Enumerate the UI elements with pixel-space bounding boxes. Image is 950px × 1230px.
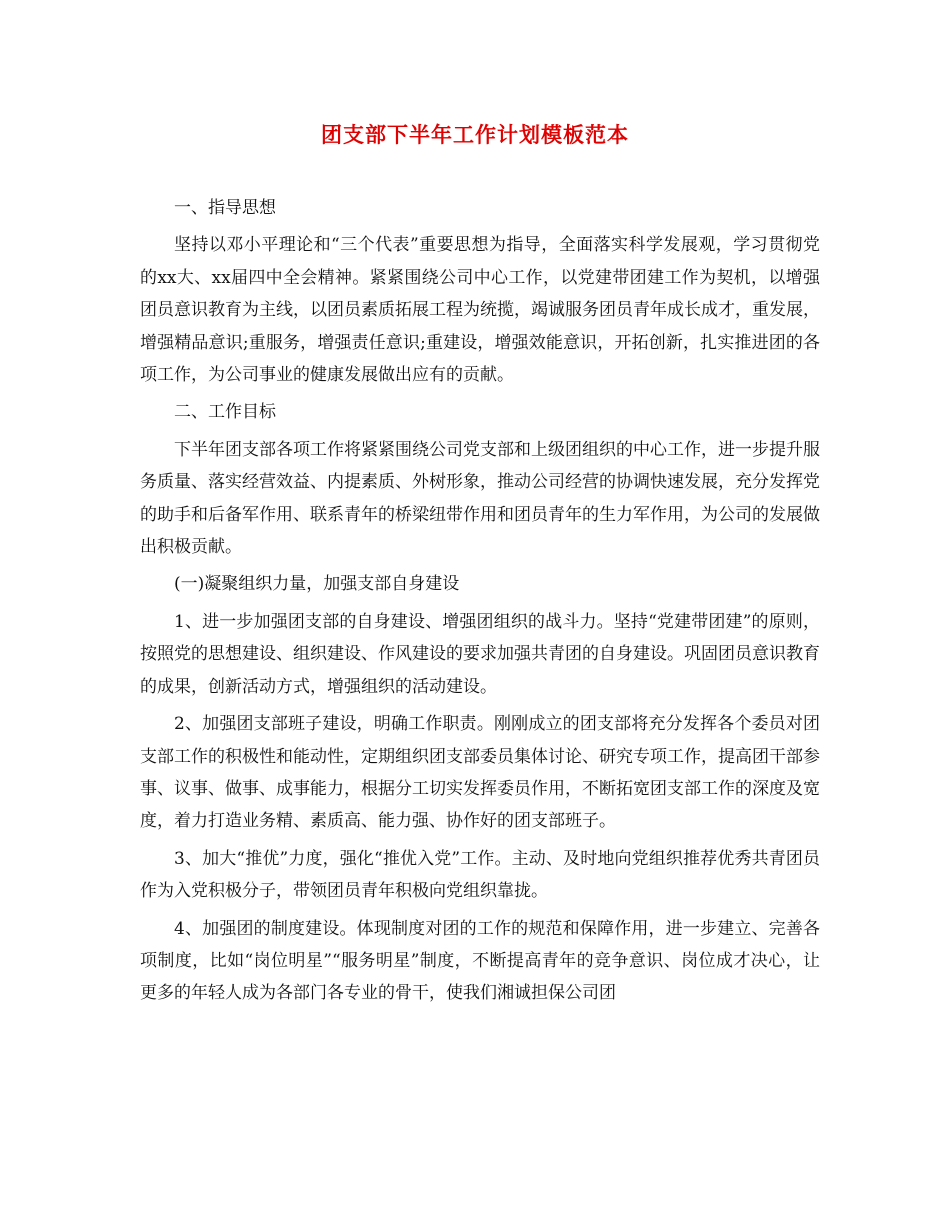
paragraph: 坚持以邓小平理论和“三个代表”重要思想为指导，全面落实科学发展观，学习贯彻党的xx大、xx届四中全会精神。紧紧围绕公司中心工作，以党建带团建工作为契机，以增强团员意识教育为主线，以团员素质拓展工程为统揽，竭诚服务团员青年成长成才，重发展，增强精品意识;重服务，增强责任意识;重建设，增强效能意识，开拓创新，扎实推进团的各项工作，为公司事业的健康发展做出应有的贡献。: [140, 235, 820, 386]
paragraph: 4、加强团的制度建设。体现制度对团的工作的规范和保障作用，进一步建立、完善各项制度，比如“岗位明星”“服务明星”制度，不断提高青年的竞争意识、岗位成才决心，让更多的年轻人成为各部门各专业的骨干，使我们湘诚担保公司团: [140, 918, 820, 1004]
section-heading-guiding-thought: 一、指导思想: [174, 198, 276, 218]
paragraph: 1、进一步加强团支部的自身建设、增强团组织的战斗力。坚持“党建带团建”的原则，按照党的思想建设、组织建设、作风建设的要求加强共青团的自身建设。巩固团员意识教育的成果，创新活动方式，增强组织的活动建设。: [140, 611, 820, 697]
subsection-heading: (一)凝聚组织力量，加强支部自身建设: [174, 574, 460, 595]
section-heading-work-goals: 二、工作目标: [174, 402, 276, 423]
document-title: 团支部下半年工作计划模板范本: [321, 123, 629, 147]
document-body: [140, 192, 820, 1015]
paragraph: 3、加大“推优”力度，强化“推优入党”工作。主动、及时地向党组织推荐优秀共青团员作为入党积极分子，带领团员青年积极向党组织靠拢。: [140, 848, 820, 902]
paragraph: 2、加强团支部班子建设，明确工作职责。刚刚成立的团支部将充分发挥各个委员对团支部工作的积极性和能动性，定期组织团支部委员集体讨论、研究专项工作，提高团干部参事、议事、做事、成事能力，根据分工切实发挥委员作用，不断拓宽团支部工作的深度及宽度，着力打造业务精、素质高、能力强、协作好的团支部班子。: [140, 714, 820, 832]
paragraph: 下半年团支部各项工作将紧紧围绕公司党支部和上级团组织的中心工作，进一步提升服务质量、落实经营效益、内提素质、外树形象，推动公司经营的协调快速发展，充分发挥党的助手和后备军作用、联系青年的桥梁纽带作用和团员青年的生力军作用，为公司的发展做出积极贡献。: [140, 439, 820, 558]
